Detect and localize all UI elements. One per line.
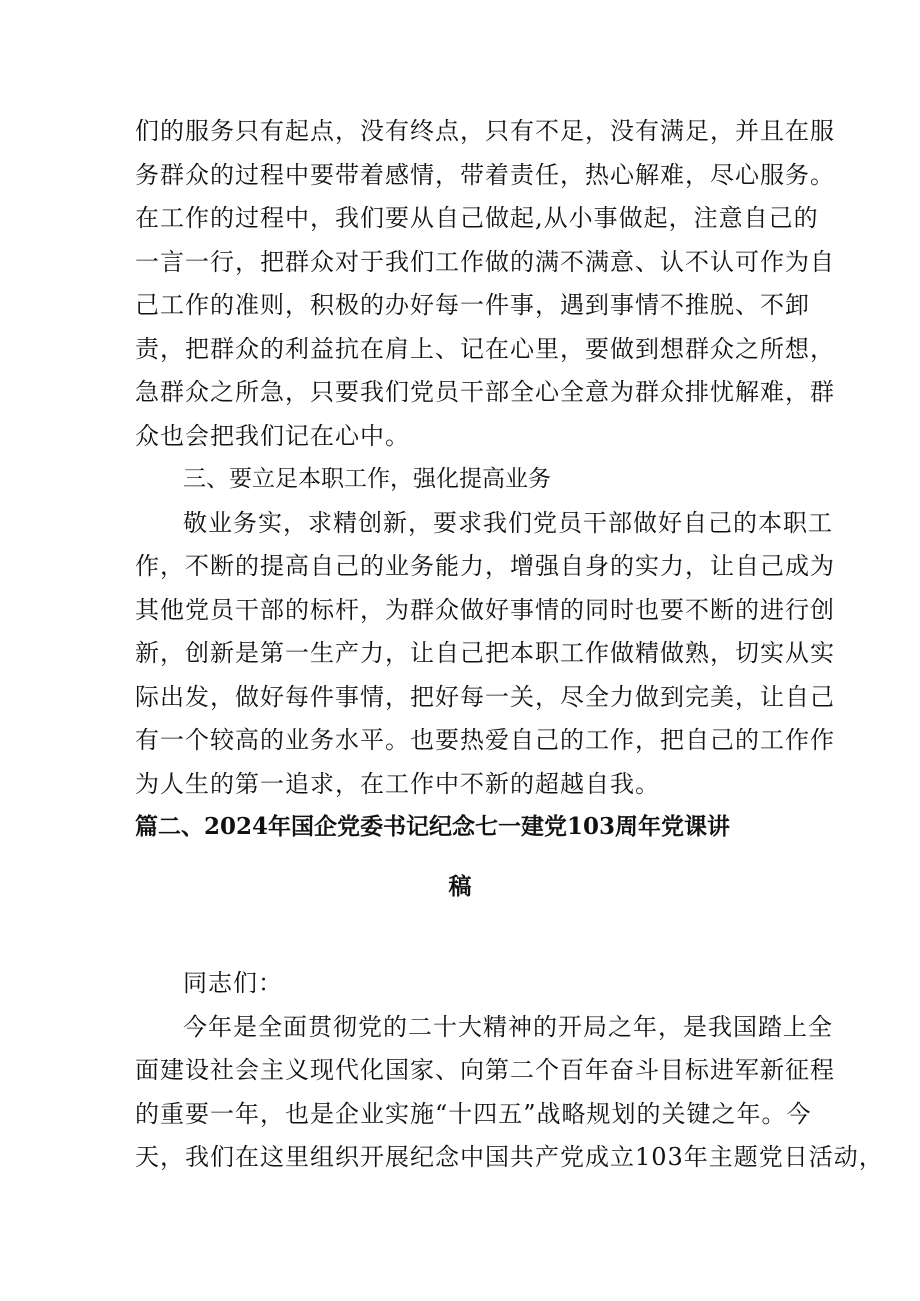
paragraph-line: 己工作的准则，积极的办好每一件事，遇到事情不推脱、不卸 — [135, 291, 810, 319]
paragraph-line: 敬业务实，求精创新，要求我们党员干部做好自己的本职工 — [183, 509, 833, 537]
paragraph-line: 作，不断的提高自己的业务能力，增强自身的实力，让自己成为 — [135, 552, 835, 580]
paragraph-line: 面建设社会主义现代化国家、向第二个百年奋斗目标进军新征程 — [135, 1056, 835, 1084]
paragraph-line: 新，创新是第一生产力，让自己把本职工作做精做熟，切实从实 — [135, 639, 835, 667]
paragraph-line: 责，把群众的利益抗在肩上、记在心里，要做到想群众之所想， — [135, 335, 835, 363]
paragraph-line: 为人生的第一追求，在工作中不新的超越自我。 — [135, 770, 660, 798]
paragraph-line: 其他党员干部的标杆，为群众做好事情的同时也要不断的进行创 — [135, 596, 835, 624]
paragraph-line: 急群众之所急，只要我们党员干部全心全意为群众排忧解难，群 — [135, 378, 835, 406]
paragraph-line: 今年是全面贯彻党的二十大精神的开局之年，是我国踏上全 — [183, 1013, 833, 1041]
paragraph-line: 务群众的过程中要带着感情，带着责任，热心解难，尽心服务。 — [135, 161, 835, 189]
section-heading: 三、要立足本职工作，强化提高业务 — [183, 466, 551, 492]
paragraph-line: 有一个较高的业务水平。也要热爱自己的工作，把自己的工作作 — [135, 726, 835, 754]
article-title: 篇二、2024年国企党委书记纪念七一建党103周年党课讲 — [135, 813, 731, 840]
paragraph-line: 一言一行，把群众对于我们工作做的满不满意、认不认可作为自 — [135, 248, 835, 276]
paragraph-line: 际出发，做好每件事情，把好每一关，尽全力做到完美，让自己 — [135, 683, 835, 711]
paragraph-line: 天，我们在这里组织开展纪念中国共产党成立103年主题党日活动， — [135, 1143, 884, 1171]
paragraph-line: 的重要一年，也是企业实施“十四五”战略规划的关键之年。今 — [135, 1100, 812, 1128]
salutation: 同志们： — [183, 969, 283, 997]
article-title-continuation: 稿 — [448, 873, 472, 900]
paragraph-line: 在工作的过程中，我们要从自己做起,从小事做起，注意自己的 — [135, 204, 819, 232]
paragraph-line: 众也会把我们记在心中。 — [135, 422, 410, 450]
paragraph-line: 们的服务只有起点，没有终点，只有不足，没有满足，并且在服 — [135, 117, 835, 145]
